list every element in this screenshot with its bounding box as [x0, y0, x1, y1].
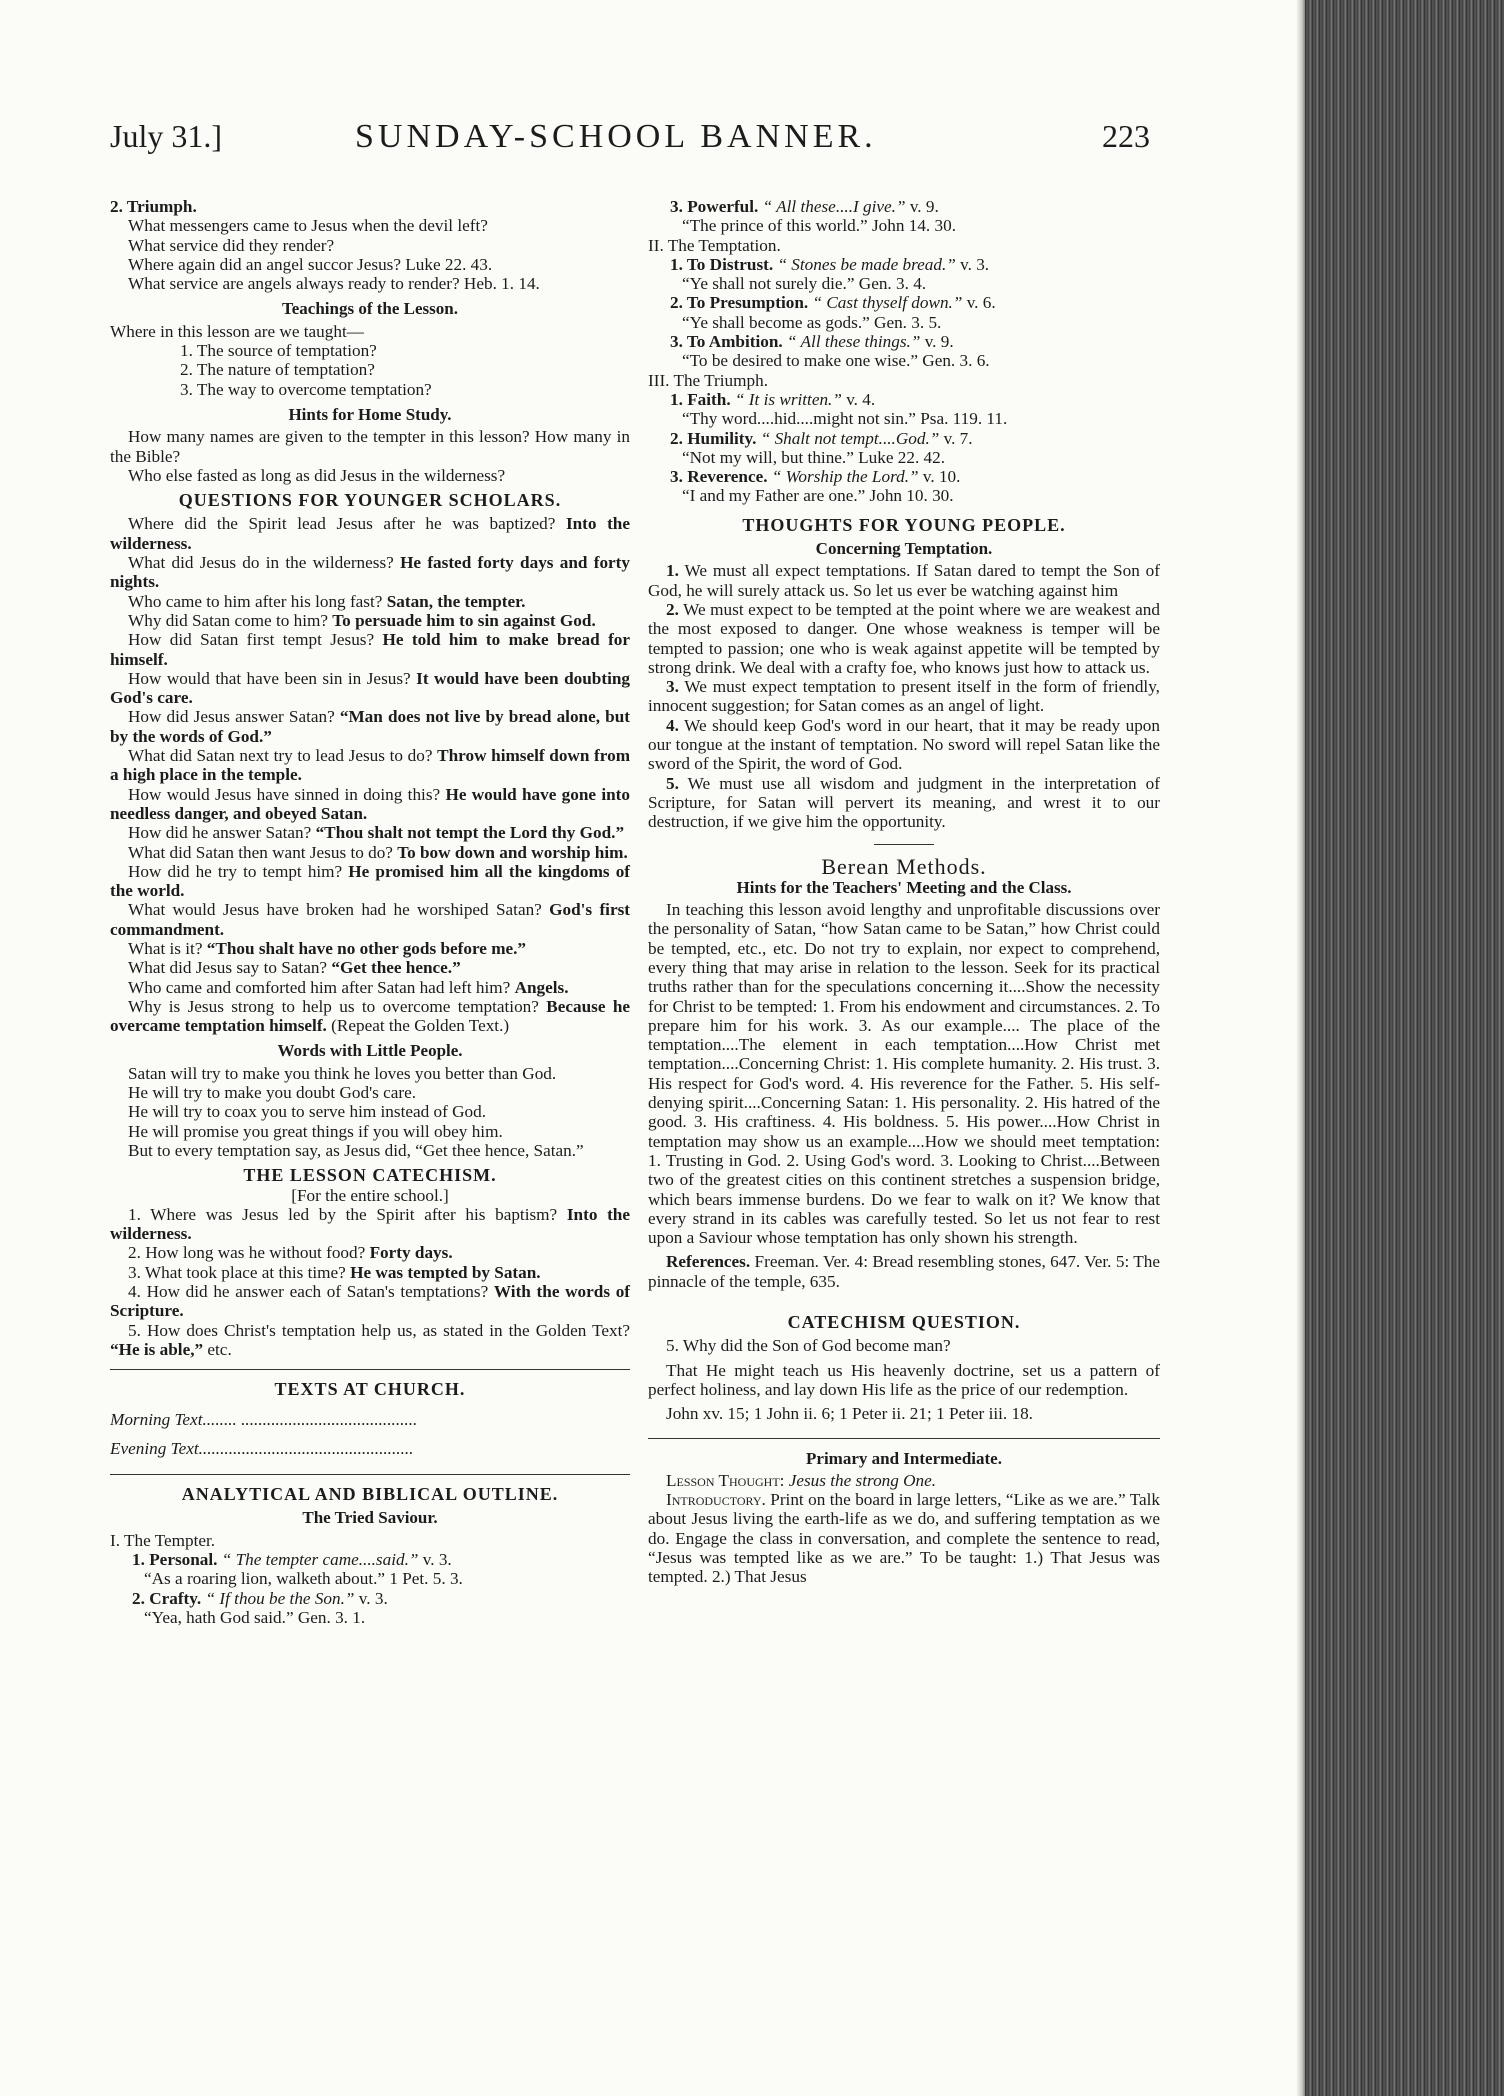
- qa-item: [110, 958, 630, 977]
- outline-quote: “ All these things.”: [787, 332, 921, 352]
- outline-heading: II. The Temptation.: [648, 235, 781, 255]
- outline-heading: III. The Triumph.: [648, 370, 769, 390]
- outline-quote: “ If thou be the Son.”: [205, 1588, 355, 1608]
- question: How would that have been sin in Jesus?: [128, 668, 411, 688]
- answer: “Thou shalt have no other gods before me.”: [206, 938, 527, 958]
- question: How did he answer Satan?: [128, 823, 312, 843]
- answer: Into the wilderness.: [110, 1204, 630, 1244]
- paragraph: He will promise you great things if you will obey him.: [128, 1121, 503, 1141]
- evening-text-line: Evening Text..................................................: [110, 1438, 414, 1458]
- question: What did Satan then want Jesus to do?: [128, 842, 393, 862]
- qa-item: [110, 862, 630, 901]
- outline-quote: “ It is written.”: [734, 389, 842, 409]
- qa-item: [110, 939, 630, 958]
- header-date: July 31.]: [110, 118, 222, 154]
- answer: With the words of Scripture.: [110, 1282, 631, 1321]
- answer: God's first commandment.: [110, 900, 631, 939]
- thought-item: [648, 561, 1160, 600]
- qa-item: [110, 1263, 630, 1282]
- outline-heading: I. The Tempter.: [110, 1530, 216, 1550]
- qa-item: [110, 592, 630, 611]
- paragraph: [648, 1490, 1160, 1586]
- outline-item: [648, 255, 1160, 274]
- section-heading: CATECHISM QUESTION.: [787, 1312, 1021, 1333]
- item-number: 1.: [666, 561, 679, 581]
- question: Who came and comforted him after Satan had left him?: [128, 977, 511, 997]
- qa-item: [110, 553, 630, 592]
- answer: He fasted forty days and forty nights.: [110, 553, 630, 592]
- answer: That He might teach us His heavenly doctrine, set us a pattern of perfect holiness, and lay down His life as the price of our redemption.: [648, 1360, 1160, 1399]
- outline-sub: “Thy word....hid....might not sin.” Psa. 119. 11.: [682, 409, 1008, 429]
- thought-item: [648, 774, 1160, 832]
- qa-item: [110, 997, 630, 1036]
- references-text: Freeman. Ver. 4: Bread resembling stones, 647. Ver. 5: The pinnacle of the temple, 635.: [648, 1252, 1160, 1291]
- outline-ref: v. 3.: [358, 1588, 388, 1608]
- paragraph-text: Print on the board in large letters, “Like as we are.” Talk about Jesus living the earth-life as we do, and suffering temptation as we do. Engage the class in conversation, and complete the sentence to read, “Jesus was tempted like as we are.” To be taught: 1.) That Jesus was tempted. 2.) That Jesus: [648, 1490, 1160, 1587]
- outline-item: [648, 293, 1160, 312]
- question: What would Jesus have broken had he worshiped Satan?: [128, 900, 542, 920]
- section-subhead: 2. Triumph.: [110, 197, 197, 216]
- question: What did Jesus do in the wilderness?: [128, 553, 394, 573]
- question: How did he try to tempt him?: [128, 861, 343, 881]
- answer: Satan, the tempter.: [386, 591, 526, 611]
- answer: Forty days.: [369, 1243, 453, 1263]
- outline-quote: “ Worship the Lord.”: [771, 467, 919, 487]
- outline-quote: “ All these....I give.”: [762, 197, 906, 216]
- outline-item: [110, 1589, 630, 1608]
- question: 5. Why did the Son of God become man?: [666, 1336, 951, 1356]
- qa-item: [110, 514, 630, 553]
- divider: [110, 1474, 630, 1475]
- question: 5. How does Christ's temptation help us, as stated in the Golden Text?: [128, 1320, 630, 1340]
- answer: He told him to make bread for himself.: [110, 630, 631, 669]
- qa-item: [110, 630, 630, 669]
- outline-item: [648, 467, 1160, 486]
- value: Jesus the strong One.: [788, 1470, 937, 1490]
- answer: Into the wilderness.: [110, 514, 630, 553]
- question: Where did the Spirit lead Jesus after he was baptized?: [128, 514, 556, 534]
- paragraph: How many names are given to the tempter in this lesson? How many in the Bible?: [110, 427, 630, 466]
- outline-sub: “I and my Father are one.” John 10. 30.: [682, 486, 954, 506]
- item-number: 2.: [666, 599, 679, 619]
- outline-ref: v. 10.: [922, 467, 961, 487]
- qa-item: [110, 746, 630, 785]
- answer: Throw himself down from a high place in the temple.: [110, 746, 631, 785]
- qa-item: [110, 785, 630, 824]
- outline-sub: “The prince of this world.” John 14. 30.: [682, 216, 956, 236]
- question: What did Jesus say to Satan?: [128, 958, 328, 978]
- paragraph: Who else fasted as long as did Jesus in the wilderness?: [128, 465, 506, 485]
- section-heading: QUESTIONS FOR YOUNGER SCHOLARS.: [178, 490, 562, 511]
- divider: [874, 844, 934, 845]
- question: What messengers came to Jesus when the devil left?: [128, 216, 488, 236]
- qa-item: [110, 1243, 630, 1262]
- paragraph: He will try to coax you to serve him instead of God.: [128, 1102, 487, 1122]
- note: (Repeat the Golden Text.): [331, 1016, 510, 1036]
- item-number: 4.: [666, 715, 679, 735]
- list-item: 1. The source of temptation?: [180, 341, 377, 361]
- outline-label: 2. Humility.: [670, 428, 757, 448]
- answer: “Get thee hence.”: [331, 958, 461, 978]
- section-heading: THE LESSON CATECHISM.: [243, 1165, 497, 1186]
- question: 2. How long was he without food?: [128, 1243, 366, 1263]
- answer: Angels.: [514, 977, 569, 997]
- qa-item: [110, 669, 630, 708]
- references: [648, 1252, 1160, 1291]
- qa-item: [110, 843, 630, 862]
- section-subheading: Concerning Temptation.: [815, 539, 993, 559]
- outline-quote: “ The tempter came....said.”: [221, 1550, 419, 1569]
- item-text: We should keep God's word in our heart, that it may be ready upon our tongue at the instant of temptation. No sword will repel Satan like the sword of the Spirit, the word of God.: [648, 715, 1160, 774]
- question: What service are angels always ready to render? Heb. 1. 14.: [128, 274, 540, 294]
- item-text: We must expect temptation to present itself in the form of friendly, innocent suggestion; for Satan comes as an angel of light.: [648, 677, 1160, 716]
- qa-item: [110, 1205, 630, 1244]
- answer: He promised him all the kingdoms of the world.: [110, 861, 631, 901]
- answer: To bow down and worship him.: [397, 842, 628, 862]
- divider: [648, 1438, 1160, 1439]
- right-column: [648, 197, 1160, 1587]
- qa-item: [110, 823, 630, 842]
- thought-item: [648, 716, 1160, 774]
- item-text: We must all expect temptations. If Satan dared to tempt the Son of God, he will surely attack us. So let us ever be watching against him: [648, 561, 1160, 600]
- question: What service did they render?: [128, 235, 335, 255]
- question: Who came to him after his long fast?: [128, 591, 383, 611]
- question: How did Satan first tempt Jesus?: [128, 630, 375, 650]
- item-text: We must expect to be tempted at the point where we are weakest and the most exposed to danger. One whose weakness is temper will be tempted to passion; one who is weak against appetite will be tempted by strong drink. We deal with a crafty foe, who knows just how to attack us.: [648, 599, 1160, 677]
- outline-sub: “Yea, hath God said.” Gen. 3. 1.: [144, 1607, 366, 1627]
- list-item: 3. The way to overcome temptation?: [180, 379, 432, 399]
- answer: “Thou shalt not tempt the Lord thy God.”: [315, 823, 625, 843]
- question: 3. What took place at this time?: [128, 1262, 346, 1282]
- outline-sub: “To be desired to make one wise.” Gen. 3. 6.: [682, 351, 990, 371]
- qa-item: [110, 1321, 630, 1360]
- outline-label: 2. Crafty.: [132, 1588, 202, 1608]
- question: Where again did an angel succor Jesus? Luke 22. 43.: [128, 254, 493, 274]
- outline-label: 1. Faith.: [670, 389, 731, 409]
- outline-label: 1. To Distrust.: [670, 254, 774, 274]
- outline-quote: “ Shalt not tempt....God.”: [760, 428, 940, 448]
- outline-quote: “ Cast thyself down.”: [812, 293, 963, 313]
- item-number: 5.: [666, 773, 679, 793]
- outline-item: [110, 1550, 630, 1569]
- question: How did Jesus answer Satan?: [128, 707, 335, 727]
- outline-ref: v. 9.: [924, 332, 954, 352]
- outline-label: 2. To Presumption.: [670, 293, 809, 313]
- answer: To persuade him to sin against God.: [332, 610, 596, 630]
- morning-text-line: Morning Text........ .........................................: [110, 1409, 418, 1429]
- qa-item: [110, 1282, 630, 1321]
- thought-item: [648, 600, 1160, 677]
- qa-item: [110, 707, 630, 746]
- section-heading: ANALYTICAL AND BIBLICAL OUTLINE.: [181, 1484, 559, 1505]
- outline-sub: “As a roaring lion, walketh about.” 1 Pet. 5. 3.: [144, 1569, 463, 1589]
- section-heading: THOUGHTS FOR YOUNG PEOPLE.: [742, 514, 1066, 535]
- label: Introductory.: [666, 1490, 766, 1510]
- qa-item: [110, 978, 630, 997]
- section-heading: TEXTS AT CHURCH.: [274, 1379, 466, 1400]
- list-item: 2. The nature of temptation?: [180, 360, 375, 380]
- outline-ref: v. 3.: [422, 1550, 452, 1569]
- answer: “Man does not live by bread alone, but by the words of God.”: [110, 707, 631, 746]
- answer: He would have gone into needless danger, and obeyed Satan.: [110, 784, 630, 823]
- outline-ref: v. 7.: [943, 428, 973, 448]
- outline-quote: “ Stones be made bread.”: [777, 254, 956, 274]
- outline-sub: “Ye shall not surely die.” Gen. 3. 4.: [682, 274, 927, 294]
- question: 1. Where was Jesus led by the Spirit after his baptism?: [128, 1204, 558, 1224]
- answer: It would have been doubting God's care.: [110, 668, 630, 708]
- running-header: [110, 118, 1150, 168]
- outline-ref: v. 9.: [909, 197, 939, 216]
- section-subheading: Hints for the Teachers' Meeting and the Class.: [736, 877, 1072, 897]
- etc: etc.: [207, 1339, 232, 1359]
- paragraph: Satan will try to make you think he loves you better than God.: [128, 1063, 557, 1083]
- outline-sub: “Ye shall become as gods.” Gen. 3. 5.: [682, 312, 942, 332]
- question: 4. How did he answer each of Satan's temptations?: [128, 1282, 489, 1302]
- section-heading: Words with Little People.: [277, 1041, 463, 1061]
- question: What is it?: [128, 938, 203, 958]
- outline-ref: v. 6.: [966, 293, 996, 313]
- outline-sub: “Not my will, but thine.” Luke 22. 42.: [682, 447, 946, 467]
- outline-label: 3. Powerful.: [670, 197, 759, 216]
- answer: He was tempted by Satan.: [350, 1262, 541, 1282]
- outline-ref: v. 4.: [846, 389, 876, 409]
- paragraph: Where in this lesson are we taught—: [110, 321, 364, 341]
- references-label: References.: [666, 1252, 751, 1272]
- question: Why is Jesus strong to help us to overcome temptation?: [128, 996, 539, 1016]
- outline-item: [648, 429, 1160, 448]
- references: John xv. 15; 1 John ii. 6; 1 Peter ii. 21; 1 Peter iii. 18.: [666, 1404, 1033, 1424]
- question: How would Jesus have sinned in doing this?: [128, 784, 441, 804]
- outline-label: 1. Personal.: [132, 1550, 218, 1569]
- question: What did Satan next try to lead Jesus to do?: [128, 746, 433, 766]
- item-number: 3.: [666, 677, 679, 697]
- section-heading: Teachings of the Lesson.: [281, 299, 458, 319]
- page-number: 223: [1102, 118, 1150, 154]
- answer: “He is able,”: [110, 1339, 204, 1359]
- outline-item: [648, 332, 1160, 351]
- book-spine: [1305, 0, 1504, 2096]
- qa-item: [110, 611, 630, 630]
- lesson-thought: [648, 1471, 1160, 1490]
- section-heading: Hints for Home Study.: [288, 404, 452, 424]
- outline-label: 3. Reverence.: [670, 467, 768, 487]
- divider: [110, 1369, 630, 1370]
- header-title: SUNDAY-SCHOOL BANNER.: [355, 118, 877, 155]
- section-heading: Primary and Intermediate.: [806, 1448, 1002, 1468]
- qa-item: [110, 900, 630, 939]
- left-column: [110, 197, 630, 1627]
- outline-ref: v. 3.: [960, 254, 990, 274]
- answer: Because he overcame temptation himself.: [110, 996, 631, 1036]
- outline-item: [648, 390, 1160, 409]
- section-subheading: The Tried Saviour.: [302, 1508, 438, 1528]
- outline-item: [648, 197, 1160, 216]
- paragraph: He will try to make you doubt God's care.: [128, 1083, 417, 1103]
- section-subheading: [For the entire school.]: [291, 1185, 449, 1205]
- item-text: We must use all wisdom and judgment in the interpretation of Scripture, for Satan will pervert its meaning, and wrest it to our destruction, if we give him the opportunity.: [648, 773, 1160, 832]
- section-heading: Berean Methods.: [821, 853, 987, 879]
- thought-item: [648, 677, 1160, 716]
- outline-label: 3. To Ambition.: [670, 332, 783, 352]
- question: Why did Satan come to him?: [128, 610, 328, 630]
- paragraph: In teaching this lesson avoid lengthy and unprofitable discussions over the personality of Satan, “how Satan came to be Satan,” how Christ could be tempted, etc., etc. Do not try to explain, nor expect to comprehend, every thing that may arise in relation to the lesson. Seek for its practical truths rather than for the speculations concerning it....Show the necessity for Christ to be tempted: 1. From his endowment and circumstances. 2. To prepare him for his work. 3. As our example.... The place of the temptation....The element in each temptation....How Christ met temptation....Concerning Christ: 1. His complete humanity. 2. His trust. 3. His respect for God's word. 4. His reverence for the Father. 5. His self-denying spirit....Concerning Satan: 1. His personality. 2. His hatred of the good. 3. His craftiness. 4. His boldness. 5. His power....How Christ in temptation may show us an example....How we should meet temptation: 1. Trusting in God. 2. Using God's word. 3. Looking to Christ....Between two of the greatest cities on this continent stretches a suspension bridge, which bears immense burdens. Do we fear to walk on it? We know that every strand in its cables was carefully tested. So let us not fear to rest upon a Saviour whose temptation has only shown his strength.: [648, 900, 1160, 1248]
- paragraph: But to every temptation say, as Jesus did, “Get thee hence, Satan.”: [128, 1140, 584, 1160]
- label: Lesson Thought:: [666, 1470, 785, 1490]
